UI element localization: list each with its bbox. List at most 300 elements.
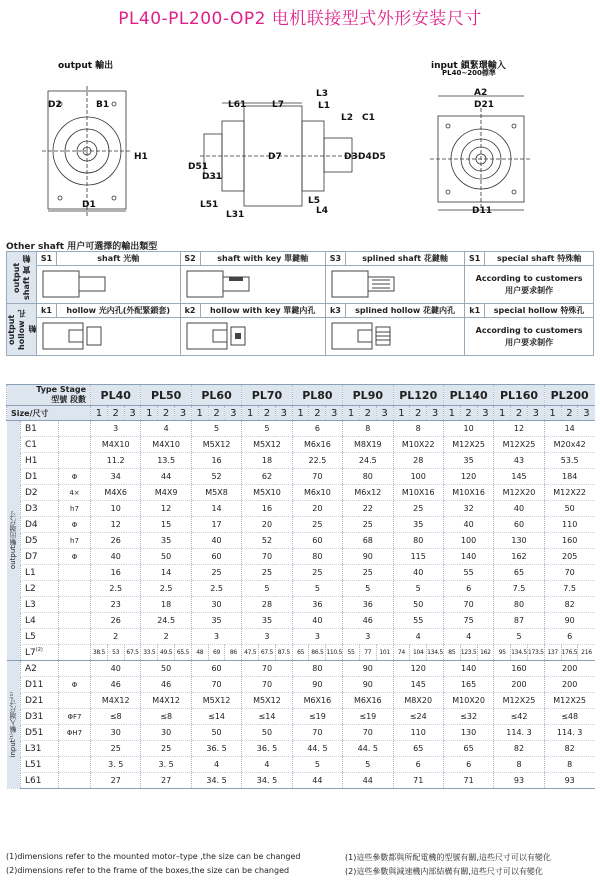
- tolerance-cell: [59, 741, 91, 757]
- dimension-value: 200: [494, 677, 544, 693]
- dimension-symbol: L1: [21, 565, 59, 581]
- dim-L2: L2: [341, 113, 353, 123]
- dimension-value: 71: [443, 773, 493, 789]
- dimension-value: 70: [292, 469, 342, 485]
- dimension-value: 25: [292, 565, 342, 581]
- shaft-option-label: special shaft 特殊軸: [485, 252, 594, 266]
- stage-digit: 2: [511, 406, 528, 421]
- model-header: PL160: [494, 385, 544, 406]
- l7-value: 104: [410, 645, 427, 661]
- dimension-symbol: B1: [21, 421, 59, 437]
- tolerance-cell: [59, 453, 91, 469]
- dimension-value: 80: [292, 661, 342, 677]
- l7-value: 134.5: [511, 645, 528, 661]
- dimension-value: 35: [393, 517, 443, 533]
- dim-D31: D31: [202, 172, 222, 182]
- input-side-label: input⁽¹⁾輸入端尺寸⁽¹⁾: [7, 661, 21, 789]
- dimension-value: 60: [191, 549, 241, 565]
- tolerance-cell: [59, 629, 91, 645]
- dimension-value: 5: [242, 581, 292, 597]
- dimension-value: M4X6: [91, 485, 141, 501]
- dimension-value: ≤14: [191, 709, 241, 725]
- stage-digit: 1: [91, 406, 108, 421]
- l7-value: 67.5: [259, 645, 276, 661]
- dimension-value: 40: [91, 549, 141, 565]
- dimension-value: 44. 5: [292, 741, 342, 757]
- l7-value: 74: [393, 645, 410, 661]
- dim-D5: D5: [372, 152, 386, 162]
- dimension-value: 50: [242, 725, 292, 741]
- l7-value: 47.5: [242, 645, 259, 661]
- dimension-value: 75: [443, 613, 493, 629]
- dimension-value: M5X12: [191, 437, 241, 453]
- stage-digit: 2: [410, 406, 427, 421]
- dimension-value: 160: [544, 533, 594, 549]
- l7-value: 65.5: [175, 645, 192, 661]
- dimension-symbol: D5: [21, 533, 59, 549]
- dimension-value: 44: [343, 773, 393, 789]
- dimension-value: 162: [494, 549, 544, 565]
- dimension-value: 32: [443, 501, 493, 517]
- dimension-value: 2.5: [141, 581, 191, 597]
- l7-value: 176.5: [561, 645, 578, 661]
- dimension-value: 46: [141, 677, 191, 693]
- table-row: [7, 677, 595, 693]
- dimension-value: 35: [191, 613, 241, 629]
- dimension-value: 90: [343, 549, 393, 565]
- dimension-value: M4X12: [141, 693, 191, 709]
- stage-digit: 1: [242, 406, 259, 421]
- dimension-value: 4: [191, 757, 241, 773]
- model-header: PL80: [292, 385, 342, 406]
- dimension-value: 3: [91, 421, 141, 437]
- dim-D7: D7: [268, 152, 282, 162]
- dimension-value: 90: [544, 613, 594, 629]
- dimension-value: 8: [393, 421, 443, 437]
- stage-digit: 2: [309, 406, 326, 421]
- dimension-value: 24.5: [343, 453, 393, 469]
- l7-value: 85: [443, 645, 460, 661]
- stage-digit: 1: [443, 406, 460, 421]
- table-row: [7, 757, 595, 773]
- dimension-value: 2.5: [91, 581, 141, 597]
- shaft-option-label: splined shaft 花鍵軸: [345, 252, 464, 266]
- stage-digit: 3: [225, 406, 242, 421]
- tolerance-cell: [59, 613, 91, 629]
- dimension-value: 35: [242, 613, 292, 629]
- dimension-symbol: D21: [21, 693, 59, 709]
- dimension-value: 70: [191, 677, 241, 693]
- dimension-value: 80: [292, 549, 342, 565]
- stage-digit: 1: [191, 406, 208, 421]
- dimension-value: 40: [393, 565, 443, 581]
- dimension-value: 114. 3: [494, 725, 544, 741]
- dimension-value: 36. 5: [242, 741, 292, 757]
- dimension-value: 26: [91, 533, 141, 549]
- input-sublabel: PL40~200標準: [442, 69, 496, 77]
- dimension-symbol: L31: [21, 741, 59, 757]
- custom-shaft-note: According to customers 用户要求制作: [465, 266, 594, 304]
- table-row: [7, 485, 595, 501]
- dimension-value: 145: [494, 469, 544, 485]
- dimension-value: 114. 3: [544, 725, 594, 741]
- dimension-symbol: A2: [21, 661, 59, 677]
- l7-value: 69: [208, 645, 225, 661]
- shaft-code: k2: [180, 304, 200, 318]
- dimension-value: 140: [443, 661, 493, 677]
- dimension-value: 70: [242, 661, 292, 677]
- dimension-value: 8: [544, 757, 594, 773]
- dimension-value: 200: [544, 677, 594, 693]
- dimension-value: M10X22: [393, 437, 443, 453]
- table-row: [7, 565, 595, 581]
- l7-value: 77: [359, 645, 376, 661]
- dimension-value: 40: [191, 533, 241, 549]
- dimension-value: 44: [292, 773, 342, 789]
- tolerance-cell: [59, 437, 91, 453]
- model-header: PL50: [141, 385, 191, 406]
- dimension-value: 160: [494, 661, 544, 677]
- stage-digit: 2: [208, 406, 225, 421]
- dimension-value: 22.5: [292, 453, 342, 469]
- dimension-value: 2: [141, 629, 191, 645]
- plain-hollow-icon: [39, 319, 139, 353]
- table-row: [7, 661, 595, 677]
- shaft-illustration: [325, 266, 464, 304]
- l7-value: 134.5: [427, 645, 444, 661]
- dimension-value: M5X12: [242, 437, 292, 453]
- dim-D3: D3: [344, 152, 358, 162]
- dimension-value: 115: [393, 549, 443, 565]
- dimension-value: 13.5: [141, 453, 191, 469]
- dimension-value: 70: [242, 549, 292, 565]
- dimension-symbol: L2: [21, 581, 59, 597]
- dimension-value: 40: [443, 517, 493, 533]
- stage-digit: 2: [561, 406, 578, 421]
- dimension-symbol: L51: [21, 757, 59, 773]
- dimension-value: 4: [141, 421, 191, 437]
- dimension-value: M8X19: [343, 437, 393, 453]
- dimension-value: M5X12: [191, 693, 241, 709]
- dim-L4: L4: [316, 206, 328, 216]
- dimension-value: M20x42: [544, 437, 594, 453]
- dimension-value: M4X10: [141, 437, 191, 453]
- dimension-symbol: L5: [21, 629, 59, 645]
- dimension-value: 52: [191, 469, 241, 485]
- dimension-value: 55: [443, 565, 493, 581]
- dimension-value: M10X20: [443, 693, 493, 709]
- size-header: Size/尺寸: [7, 406, 91, 421]
- dimension-value: ≤8: [91, 709, 141, 725]
- l7-value: 65: [292, 645, 309, 661]
- model-header: PL60: [191, 385, 241, 406]
- dimension-value: 44: [141, 469, 191, 485]
- dimension-value: 46: [343, 613, 393, 629]
- dimension-value: 4: [242, 757, 292, 773]
- dimension-value: 3: [242, 629, 292, 645]
- table-row: [7, 453, 595, 469]
- dimension-value: 80: [494, 597, 544, 613]
- dimension-value: 40: [91, 661, 141, 677]
- l7-value: 48: [191, 645, 208, 661]
- dimension-value: ≤24: [393, 709, 443, 725]
- dimension-value: 110: [544, 517, 594, 533]
- stage-digit: 2: [107, 406, 124, 421]
- dimension-symbol: D51: [21, 725, 59, 741]
- dimension-value: 5: [343, 581, 393, 597]
- table-row: [7, 773, 595, 789]
- footnote-cn-2: (2)這些參數與減速機内部結構有關,這些尺寸可以有變化: [345, 867, 543, 876]
- dimension-value: 93: [544, 773, 594, 789]
- stage-digit: 1: [494, 406, 511, 421]
- dimension-value: M4X12: [91, 693, 141, 709]
- dim-L7: L7: [272, 100, 284, 110]
- dimension-value: 6: [443, 757, 493, 773]
- dimension-value: 3. 5: [91, 757, 141, 773]
- solid-shaft-group: output shaft 實 軸: [7, 252, 37, 304]
- shaft-option-label: hollow 光内孔(外配緊鎖套): [57, 304, 181, 318]
- dimension-value: 70: [242, 677, 292, 693]
- dimension-value: 35: [141, 533, 191, 549]
- l7-value: 86.5: [309, 645, 326, 661]
- dimension-value: 82: [544, 597, 594, 613]
- dim-L61: L61: [228, 100, 247, 110]
- table-row: [7, 421, 595, 437]
- dimension-value: M5X8: [191, 485, 241, 501]
- dimension-value: 4: [443, 629, 493, 645]
- dim-D1: D1: [82, 200, 96, 210]
- dimension-value: 24.5: [141, 613, 191, 629]
- dimension-symbol: L7$^{(2)}$: [21, 645, 59, 661]
- footnote-cn-1: (1)這些參數都與所配電機的型號有關,這些尺寸可以有變化: [345, 853, 551, 862]
- l7-value: 53: [107, 645, 124, 661]
- tolerance-cell: [59, 773, 91, 789]
- shaft-code: S2: [180, 252, 200, 266]
- dimension-value: 17: [191, 517, 241, 533]
- dimension-value: 23: [91, 597, 141, 613]
- dimension-value: 5: [343, 757, 393, 773]
- dimension-value: 36: [343, 597, 393, 613]
- dimension-value: 50: [141, 661, 191, 677]
- l7-value: 110.5: [326, 645, 343, 661]
- dimension-value: ≤19: [292, 709, 342, 725]
- splined-hollow-icon: [328, 319, 428, 353]
- dimension-value: 90: [292, 677, 342, 693]
- dimension-value: 100: [443, 533, 493, 549]
- dimension-value: 130: [443, 725, 493, 741]
- tolerance-cell: [59, 757, 91, 773]
- dimension-value: 4: [393, 629, 443, 645]
- l7-value: 137: [544, 645, 561, 661]
- dimension-value: 18: [242, 453, 292, 469]
- stage-digit: 3: [275, 406, 292, 421]
- dimension-value: 2.5: [191, 581, 241, 597]
- dimension-value: 12: [91, 517, 141, 533]
- other-shaft-heading: Other shaft 用户可選擇的輸出類型: [6, 242, 158, 252]
- tolerance-cell: [59, 645, 91, 661]
- table-row: [7, 629, 595, 645]
- dimension-value: 5: [191, 421, 241, 437]
- dimension-value: 25: [141, 741, 191, 757]
- output-label: output 輸出: [58, 61, 114, 71]
- dimension-value: 82: [544, 741, 594, 757]
- dimension-value: 12: [494, 421, 544, 437]
- shaft-illustration: [180, 266, 325, 304]
- dimension-value: 55: [393, 613, 443, 629]
- table-row: [7, 549, 595, 565]
- table-row: [7, 693, 595, 709]
- dimension-value: 12: [141, 501, 191, 517]
- dimension-value: 27: [141, 773, 191, 789]
- dimension-value: 62: [242, 469, 292, 485]
- table-row: [7, 709, 595, 725]
- dimension-value: 82: [494, 741, 544, 757]
- dimension-value: 34. 5: [242, 773, 292, 789]
- shaft-option-label: splined hollow 花鍵内孔: [345, 304, 464, 318]
- dimension-value: 16: [191, 453, 241, 469]
- dimension-value: M8X20: [393, 693, 443, 709]
- dimension-value: M12X25: [443, 437, 493, 453]
- dimension-value: 40: [494, 501, 544, 517]
- dim-L5: L5: [308, 196, 320, 206]
- dimension-value: 20: [242, 517, 292, 533]
- table-row: [7, 437, 595, 453]
- dimension-value: 50: [191, 725, 241, 741]
- keyed-shaft-icon: [183, 267, 283, 301]
- hollow-illustration: [37, 318, 181, 356]
- shaft-option-label: hollow with key 單鍵内孔: [200, 304, 325, 318]
- dimension-value: 15: [141, 517, 191, 533]
- tolerance-cell: h7: [59, 501, 91, 517]
- dimension-value: 60: [494, 517, 544, 533]
- table-row: [7, 741, 595, 757]
- dimension-value: 25: [343, 565, 393, 581]
- dimension-value: 30: [91, 725, 141, 741]
- dimension-value: 50: [544, 501, 594, 517]
- l7-value: 49.5: [158, 645, 175, 661]
- table-row: [7, 725, 595, 741]
- dimension-symbol: D11: [21, 677, 59, 693]
- dim-L31: L31: [226, 210, 245, 220]
- shaft-code: k1: [465, 304, 485, 318]
- table-row: [7, 517, 595, 533]
- l7-value: 101: [376, 645, 393, 661]
- dimension-value: 90: [343, 677, 393, 693]
- dim-D51: D51: [188, 162, 208, 172]
- dimension-value: 10: [91, 501, 141, 517]
- dimension-value: 60: [191, 661, 241, 677]
- dimension-value: 25: [191, 565, 241, 581]
- tolerance-cell: [59, 661, 91, 677]
- shaft-option-label: shaft 光軸: [57, 252, 181, 266]
- l7-value: 55: [343, 645, 360, 661]
- l7-value: 123.5: [460, 645, 477, 661]
- dimension-value: M6x12: [343, 485, 393, 501]
- dimension-value: 40: [292, 613, 342, 629]
- dimension-value: M12X25: [544, 693, 594, 709]
- dimension-symbol: L61: [21, 773, 59, 789]
- dim-L1: L1: [318, 101, 330, 111]
- hollow-illustration: [180, 318, 325, 356]
- dimension-value: 87: [494, 613, 544, 629]
- shaft-option-label: special hollow 特殊孔: [485, 304, 594, 318]
- dimension-value: 25: [242, 565, 292, 581]
- splined-shaft-icon: [328, 267, 428, 301]
- l7-value: 33.5: [141, 645, 158, 661]
- tolerance-cell: 4×: [59, 485, 91, 501]
- dimension-value: 145: [393, 677, 443, 693]
- dimension-value: 34. 5: [191, 773, 241, 789]
- dimension-value: 200: [544, 661, 594, 677]
- dimension-value: 35: [443, 453, 493, 469]
- dimension-value: 70: [292, 725, 342, 741]
- dimension-value: 70: [343, 725, 393, 741]
- dimension-value: 28: [242, 597, 292, 613]
- dimension-value: 14: [191, 501, 241, 517]
- dimension-value: 22: [343, 501, 393, 517]
- dimension-value: 3. 5: [141, 757, 191, 773]
- dimension-value: 140: [443, 549, 493, 565]
- dimension-value: 184: [544, 469, 594, 485]
- dimension-value: 8: [343, 421, 393, 437]
- dimension-value: 50: [141, 549, 191, 565]
- dimension-value: M10X16: [393, 485, 443, 501]
- dimension-value: 130: [494, 533, 544, 549]
- output-side-label: output輸出端尺寸: [7, 421, 21, 661]
- stage-digit: 1: [141, 406, 158, 421]
- page-title: PL40-PL200-OP2 电机联接型式外形安装尺寸: [118, 9, 482, 29]
- dimension-value: 5: [494, 629, 544, 645]
- dimension-value: M12X22: [544, 485, 594, 501]
- table-row: [7, 597, 595, 613]
- dimension-value: 5: [242, 421, 292, 437]
- dimension-value: 25: [292, 517, 342, 533]
- dimension-value: 205: [544, 549, 594, 565]
- dimension-value: 30: [141, 725, 191, 741]
- dimension-value: 2: [91, 629, 141, 645]
- dimension-symbol: D31: [21, 709, 59, 725]
- stage-digit: 3: [175, 406, 192, 421]
- dimension-table: [6, 384, 595, 789]
- footnote-en-2: (2)dimensions refer to the frame of the boxes,the size can be changed: [6, 866, 290, 875]
- stage-digit: 2: [259, 406, 276, 421]
- dimension-value: 8: [494, 757, 544, 773]
- dimension-value: ≤42: [494, 709, 544, 725]
- dim-L51: L51: [200, 200, 219, 210]
- dimension-value: 44. 5: [343, 741, 393, 757]
- dimension-value: M4X10: [91, 437, 141, 453]
- stage-digit: 2: [359, 406, 376, 421]
- stage-digit: 2: [158, 406, 175, 421]
- dimension-value: 71: [393, 773, 443, 789]
- dimension-value: 65: [494, 565, 544, 581]
- dimension-value: 7.5: [544, 581, 594, 597]
- dim-D11: D11: [472, 206, 492, 216]
- hollow-illustration: [325, 318, 464, 356]
- stage-digit: 3: [376, 406, 393, 421]
- shaft-option-label: shaft with key 單鍵軸: [200, 252, 325, 266]
- l7-value: 162: [477, 645, 494, 661]
- table-row: [7, 581, 595, 597]
- dimension-symbol: L3: [21, 597, 59, 613]
- tolerance-cell: h7: [59, 533, 91, 549]
- dimension-value: 3: [343, 629, 393, 645]
- tolerance-cell: Φ: [59, 469, 91, 485]
- stage-digit: 3: [124, 406, 141, 421]
- dimension-value: 93: [494, 773, 544, 789]
- l7-value: 38.5: [91, 645, 108, 661]
- model-header: PL90: [343, 385, 393, 406]
